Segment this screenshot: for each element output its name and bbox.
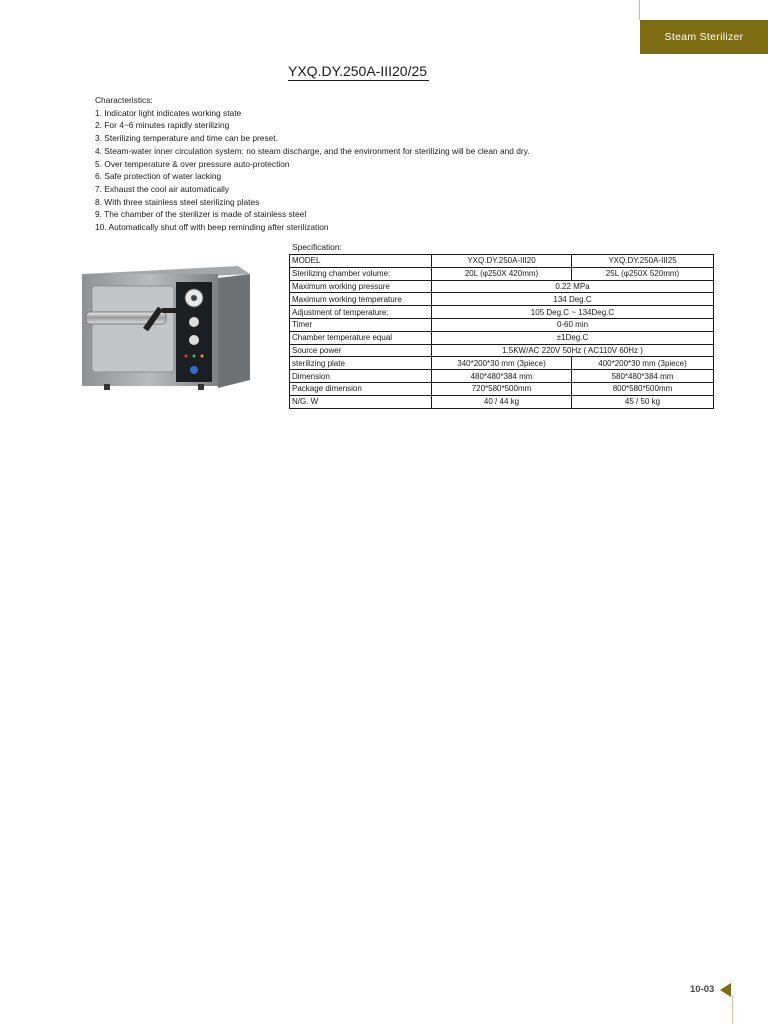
table-row bbox=[290, 293, 714, 306]
page-arrow-icon bbox=[720, 983, 731, 997]
spec-label-cell: Source power bbox=[290, 344, 432, 357]
page-title: YXQ.DY.250A-III20/25 bbox=[288, 63, 428, 79]
list-item: 8. With three stainless steel sterilizing plates bbox=[95, 196, 260, 207]
spec-value-cell: 20L (φ250X 420mm) bbox=[432, 267, 572, 280]
table-row bbox=[290, 382, 714, 395]
spec-value-cell: ±1Deg.C bbox=[432, 331, 714, 344]
spec-value-cell: 134 Deg.C bbox=[432, 293, 714, 306]
list-item: 5. Over temperature & over pressure auto-protection bbox=[95, 158, 290, 169]
table-row bbox=[290, 331, 714, 344]
table-row bbox=[290, 395, 714, 408]
spec-value-cell: 0.22 MPa bbox=[432, 280, 714, 293]
spec-value-cell: 580*480*384 mm bbox=[572, 370, 714, 383]
table-row bbox=[290, 370, 714, 383]
table-row bbox=[290, 344, 714, 357]
spec-value-cell: 340*200*30 mm (3piece) bbox=[432, 357, 572, 370]
header-rule bbox=[639, 0, 640, 20]
spec-value-cell: YXQ.DY.250A-III25 bbox=[572, 255, 714, 268]
spec-label-cell: Maximum working temperature bbox=[290, 293, 432, 306]
spec-label-cell: Package dimension bbox=[290, 382, 432, 395]
specification-table bbox=[289, 254, 714, 409]
spec-value-cell: 400*200*30 mm (3piece) bbox=[572, 357, 714, 370]
footer-rule bbox=[732, 996, 733, 1024]
spec-value-cell: 105 Deg.C ~ 134Deg.C bbox=[432, 306, 714, 319]
table-row bbox=[290, 255, 714, 268]
characteristics-heading: Characteristics: bbox=[95, 95, 153, 105]
spec-value-cell: 0-60 min bbox=[432, 318, 714, 331]
spec-label-cell: Maximum working pressure bbox=[290, 280, 432, 293]
list-item: 9. The chamber of the sterilizer is made of stainless steel bbox=[95, 209, 307, 220]
spec-label-cell: Timer bbox=[290, 318, 432, 331]
page-number: 10-03 bbox=[690, 984, 715, 995]
spec-label-cell: MODEL bbox=[290, 255, 432, 268]
list-item: 3. Sterilizing temperature and time can be preset. bbox=[95, 133, 278, 144]
spec-label-cell: Chamber temperature equal bbox=[290, 331, 432, 344]
list-item: 4. Steam-water inner circulation system: no steam discharge, and the environment for sterilizing will be clean and dry. bbox=[95, 145, 530, 156]
section-label: Steam Sterilizer bbox=[664, 31, 744, 43]
list-item: 1. Indicator light indicates working state bbox=[95, 107, 242, 118]
list-item: 7. Exhaust the cool air automatically bbox=[95, 183, 230, 194]
sterilizer-product-image bbox=[78, 262, 252, 394]
spec-label-cell: sterilizing plate bbox=[290, 357, 432, 370]
list-item: 6. Safe protection of water lacking bbox=[95, 171, 222, 182]
table-row bbox=[290, 318, 714, 331]
specification-label: Specification: bbox=[292, 242, 342, 252]
spec-value-cell: YXQ.DY.250A-III20 bbox=[432, 255, 572, 268]
spec-value-cell: 25L (φ250X 520mm) bbox=[572, 267, 714, 280]
spec-label-cell: N/G. W bbox=[290, 395, 432, 408]
table-row bbox=[290, 267, 714, 280]
spec-value-cell: 720*580*500mm bbox=[432, 382, 572, 395]
section-tab bbox=[640, 20, 768, 54]
spec-value-cell: 480*480*384 mm bbox=[432, 370, 572, 383]
list-item: 10. Automatically shut off with beep reminding after sterilization bbox=[95, 222, 329, 233]
spec-label-cell: Sterilizing chamber volume: bbox=[290, 267, 432, 280]
table-row bbox=[290, 280, 714, 293]
list-item: 2. For 4~6 minutes rapidly sterilizing bbox=[95, 120, 230, 131]
spec-value-cell: 800*580*500mm bbox=[572, 382, 714, 395]
spec-label-cell: Dimension bbox=[290, 370, 432, 383]
characteristics-list bbox=[95, 94, 530, 234]
table-row bbox=[290, 357, 714, 370]
spec-value-cell: 40 / 44 kg bbox=[432, 395, 572, 408]
spec-label-cell: Adjustment of temperature: bbox=[290, 306, 432, 319]
spec-value-cell: 45 / 50 kg bbox=[572, 395, 714, 408]
spec-value-cell: 1.5KW/AC 220V 50Hz ( AC110V 60Hz ) bbox=[432, 344, 714, 357]
table-row bbox=[290, 306, 714, 319]
